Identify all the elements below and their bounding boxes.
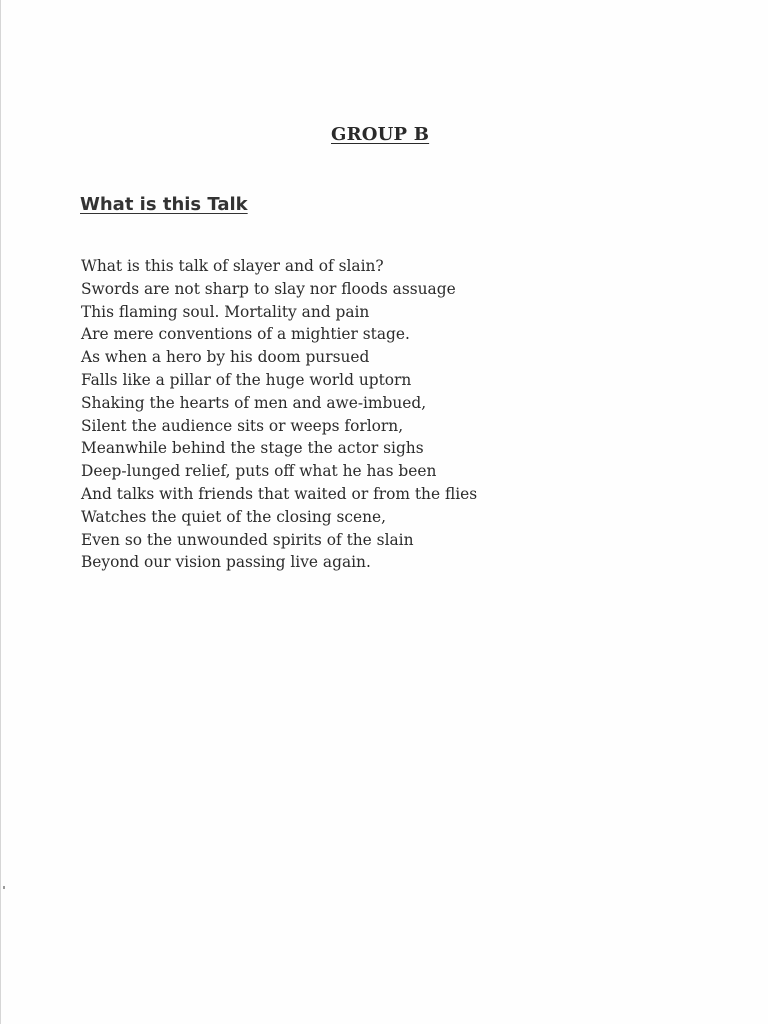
- poem-body: [81, 255, 477, 574]
- poem-line: Watches the quiet of the closing scene,: [81, 507, 387, 526]
- poem-title: What is this Talk: [80, 194, 248, 215]
- poem-line: Swords are not sharp to slay nor floods assuage: [81, 279, 456, 298]
- poem-line: Meanwhile behind the stage the actor sighs: [81, 439, 424, 458]
- scan-artifact: [3, 886, 5, 889]
- poem-line: Shaking the hearts of men and awe-imbued,: [81, 393, 427, 412]
- poem-line: As when a hero by his doom pursued: [81, 348, 370, 367]
- poem-line: And talks with friends that waited or from the flies: [81, 484, 478, 503]
- poem-line: What is this talk of slayer and of slain?: [81, 257, 384, 275]
- poem-line: This flaming soul. Mortality and pain: [81, 302, 370, 321]
- poem-line: Falls like a pillar of the huge world uptorn: [81, 370, 412, 389]
- poem-line: Even so the unwounded spirits of the slain: [81, 530, 414, 549]
- group-heading: GROUP B: [331, 124, 430, 145]
- poem-line: Beyond our vision passing live again.: [81, 553, 371, 572]
- poem-line: Are mere conventions of a mightier stage.: [81, 325, 410, 344]
- poem-line: Deep-lunged relief, puts off what he has been: [81, 462, 437, 481]
- poem-line: Silent the audience sits or weeps forlorn,: [81, 416, 404, 435]
